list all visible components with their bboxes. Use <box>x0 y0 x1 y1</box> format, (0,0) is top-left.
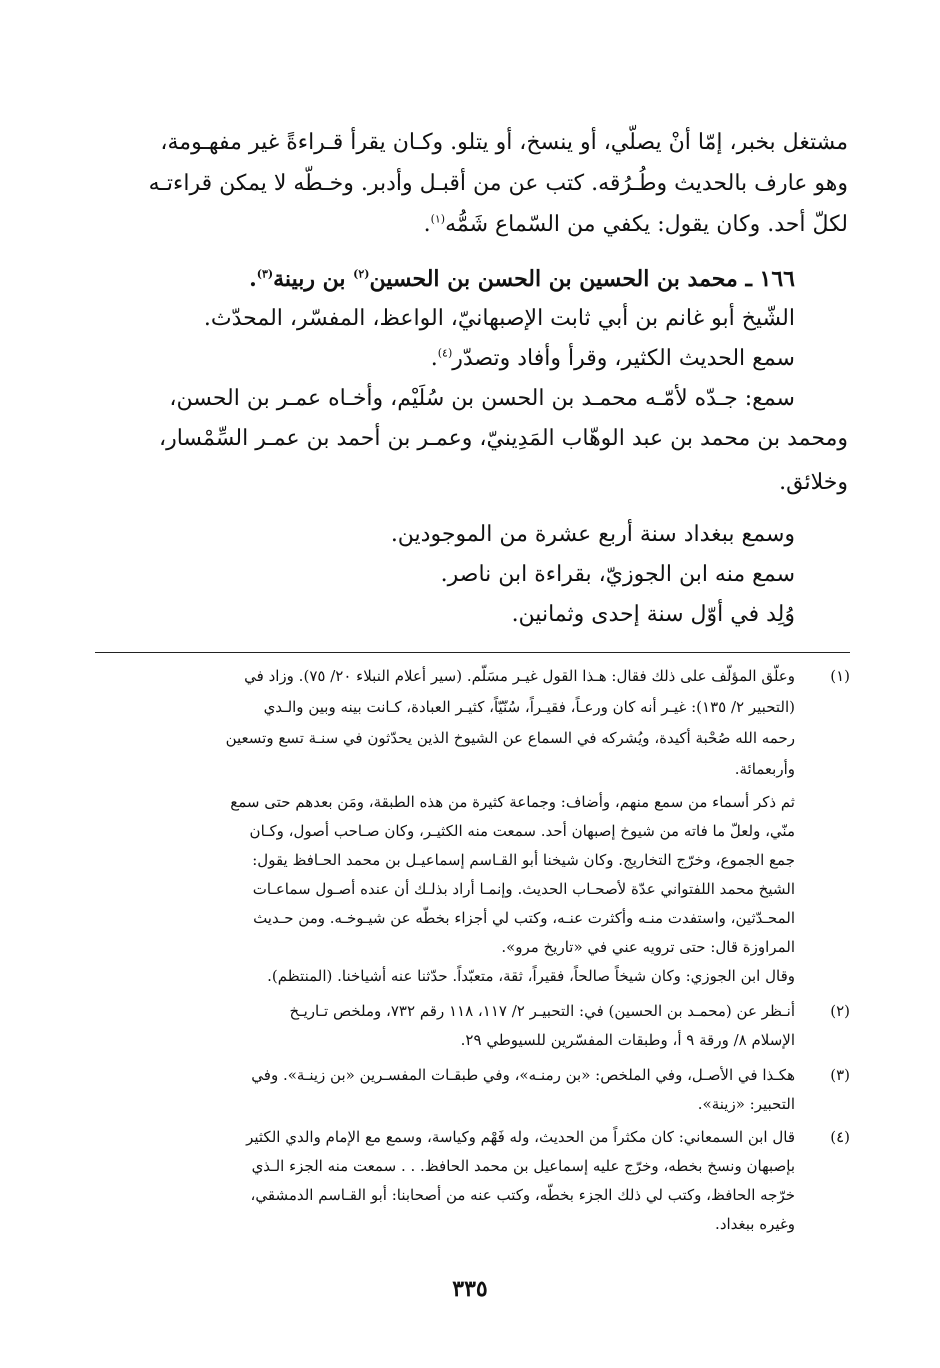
footnote-3-line-1: هكـذا في الأصـل، وفي الملخص: «بن رمنـه»، وفي طبقـات المفسـرين «بن زينـة». وفي <box>251 1066 795 1084</box>
footnote-ref-1: (١) <box>430 212 446 226</box>
footnote-2-line-1: أنـظر عن (محمـد بن الحسين) في: التحبيـر ٢/ ١١٧، ١١٨ رقم ٧٣٢، وملخص تـاريـخ <box>289 1002 795 1020</box>
main-line-7: سمع: جـدّه لأمّـه محمـد بن الحسن بن سُلَيْم، وأخـاه عمـر بن الحسن، <box>169 386 795 411</box>
main-line-6-end: . <box>430 346 438 371</box>
footnote-1-line-2: (التحبير ٢/ ١٣٥): غيـر أنه كان ورعـاً، فقيـراً، سُنّيّاً، كثيـر العبادة، كـانت بينه وبين والـدي <box>263 698 795 716</box>
footnote-ref-2: (٢) <box>353 267 370 281</box>
footnote-4-line-1: قال ابن السمعاني: كان مكثراً من الحديث، وله فَهْم وكياسة، وسمع مع الإمام والدي الكثير <box>246 1128 795 1146</box>
main-line-6 <box>431 346 795 371</box>
footnote-1-line-8: الشيخ محمد اللفتواني عدّة لأصحـاب الحديث. وإنمـا أراد بذلـك أن عنده أصـول سماعـات <box>252 880 795 898</box>
entry-heading-text: ١٦٦ ـ محمد بن الحسين بن الحسن بن الحسين <box>369 266 795 292</box>
footnote-3-line-2: التحبير: «زينة». <box>697 1095 795 1113</box>
main-line-11: سمع منه ابن الجوزيّ، بقراءة ابن ناصر. <box>440 562 795 587</box>
footnote-4-line-4: وغيره ببغداد. <box>715 1215 795 1233</box>
footnote-1-line-9: المحـدّثين، واستفدت منـه وأكثرت عنـه، وكتب لي أجزاء بخطّه عن شيـوخـه. ومن حـديث <box>253 909 795 927</box>
footnote-1-line-11: وقال ابن الجوزي: وكان شيخاً صالحاً، فقيراً، ثقة، متعبّداً. حدّثنا عنه أشياخنا. (المنتظم). <box>267 967 795 985</box>
main-line-3 <box>424 212 848 237</box>
entry-heading-suffix: بن ربينة <box>273 266 354 292</box>
main-line-2: وهو عارف بالحديث وطُـرُقه. كتب عن من أقبـل وأدبر. وخـطّه لا يمكن قراءتـه <box>148 171 848 196</box>
footnote-separator <box>95 652 850 653</box>
main-line-6-text: سمع الحديث الكثير، وقرأ وأفاد وتصدّر <box>452 346 795 371</box>
main-line-12: وُلِد في أوّل سنة إحدى وثمانين. <box>511 602 795 627</box>
footnote-1-line-6: منّي، ولعلّ ما فاته من شيوخ إصبهان أحد. سمعت منه الكثيـر، وكان صـاحب أصول، وكـان <box>249 822 795 840</box>
footnote-4-line-2: بإصبهان ونسخ بخطه، وخرّج عليه إسماعيل بن محمد الحافظ. . . سمعت منه الجزء الـذي <box>251 1157 795 1175</box>
footnote-number-4: (٤) <box>830 1128 850 1146</box>
page-number: ٣٣٥ <box>452 1276 488 1302</box>
main-line-8: ومحمد بن محمد بن عبد الوهّاب المَدِينيّ، وعمـر بن أحمد بن عمـر السِّمْسار، <box>159 426 848 451</box>
footnote-2-line-2: الإسلام ٨/ ورقة ٩ أ، وطبقات المفسّرين للسيوطي ٢٩. <box>460 1031 795 1049</box>
main-line-3-text: لكلّ أحد. وكان يقول: يكفي من السّماع شَمُّه <box>445 212 848 237</box>
main-line-10: وسمع ببغداد سنة أربع عشرة من الموجودين. <box>390 522 795 547</box>
footnote-ref-3: (٣) <box>256 267 274 281</box>
footnote-1-line-5: ثم ذكر أسماء من سمع منهم، وأضاف: وجماعة كثيرة من هذه الطبقة، ومَن بعدهم حتى سمع <box>230 793 795 811</box>
entry-heading-end: . <box>249 266 257 292</box>
footnote-1-line-4: وأربعمائة. <box>734 760 795 778</box>
footnote-1-line-7: جمع الجموع، وخرّج التخاريج. وكان شيخنا أبو القـاسم إسماعيـل بن محمد الحـافظ يقول: <box>252 851 795 869</box>
footnote-number-1: (١) <box>830 667 850 685</box>
main-line-3-end: . <box>423 212 431 237</box>
entry-heading <box>249 266 795 292</box>
main-line-1: مشتغل بخبر، إمّا أنْ يصلّي، أو ينسخ، أو يتلو. وكـان يقرأ قـراءةً غير مفهـومة، <box>160 130 848 155</box>
main-line-9: وخلائق. <box>779 470 848 495</box>
main-line-5: الشّيخ أبو غانم بن أبي ثابت الإصبهانيّ، الواعظ، المفسّر، المحدّث. <box>203 306 795 331</box>
footnote-number-3: (٣) <box>830 1066 850 1084</box>
footnote-1-line-1: وعلّق المؤلّف على ذلك فقال: هـذا القول غيـر مسَلّم. (سير أعلام النبلاء ٢٠/ ٧٥). وزاد في <box>244 667 795 685</box>
footnote-1-line-10: المراوزة قال: حتى ترويه عني في «تاريخ مرو». <box>501 938 795 956</box>
footnote-number-2: (٢) <box>830 1002 850 1020</box>
footnote-1-line-3: رحمه الله صُحْبة أكيدة، ويُشركه في السماع عن الشيوخ الذين يحدّثون في سنـة تسع وتسعين <box>225 729 795 747</box>
footnote-4-line-3: خرّجه الحافظ، وكتب لي ذلك الجزء بخطّه، وكتب عنه من أصحابنا: أبو القـاسم الدمشقي، <box>250 1186 795 1204</box>
footnote-ref-4: (٤) <box>437 346 453 360</box>
